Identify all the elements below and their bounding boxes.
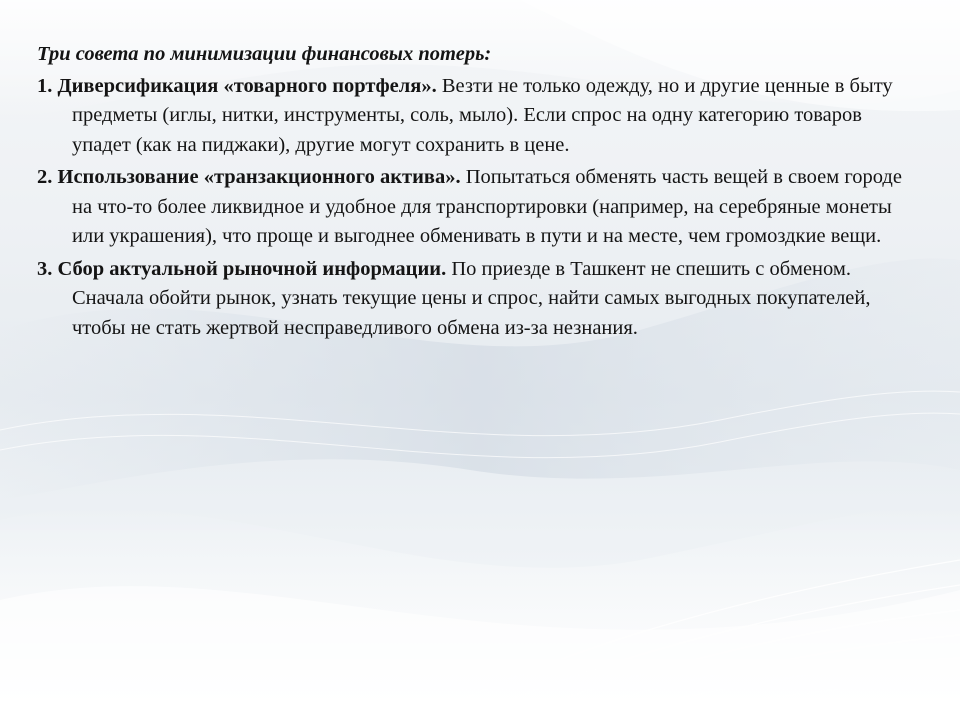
tip-2 xyxy=(37,163,917,252)
tip-2-number: 2. xyxy=(37,166,53,188)
tip-1-number: 1. xyxy=(37,74,53,97)
tip-2-text: Попытаться обменять часть вещей в своем городе на что-то более ликвидное и удобное для транспортировки (например, на серебряные монеты или украшения), что проще и выгоднее обменивать в пути и на месте, чем громоздкие вещи. xyxy=(72,166,902,247)
tip-1-text: Везти не только одежду, но и другие ценные в быту предметы (иглы, нитки, инструменты, соль, мыло). Если спрос на одну категорию товаров упадет (как на пиджаки), другие могут сохранить в цене. xyxy=(72,74,893,156)
tip-1 xyxy=(37,72,917,161)
tip-3 xyxy=(37,255,917,344)
tip-2-title: Использование «транзакционного актива». xyxy=(57,166,461,188)
tip-1-title: Диверсификация «товарного портфеля». xyxy=(57,74,437,97)
tip-3-number: 3. xyxy=(37,257,53,280)
tip-3-title: Сбор актуальной рыночной информации. xyxy=(57,257,447,280)
slide-content xyxy=(37,40,917,346)
slide-heading: Три совета по минимизации финансовых потерь: xyxy=(37,43,492,65)
tip-3-text: По приезде в Ташкент не спешить с обменом. Сначала обойти рынок, узнать текущие цены и спрос, найти самых выгодных покупателей, чтобы не стать жертвой несправедливого обмена из-за незнания. xyxy=(72,257,871,339)
